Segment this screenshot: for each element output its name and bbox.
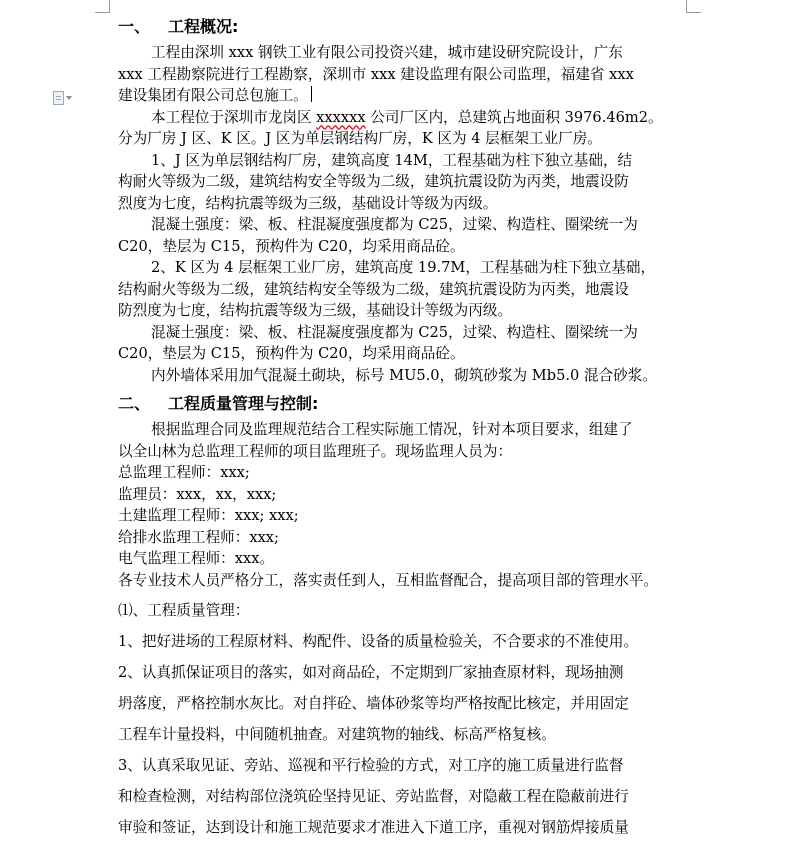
paragraph-line-with-cursor xyxy=(118,85,683,107)
text-segment: 公司厂区内，总建筑占地面积 3976.46m2。 xyxy=(365,108,663,126)
text-line: C20，垫层为 C15，预构件为 C20，均采用商品砼。 xyxy=(118,237,465,255)
staff-item: 总监理工程师：xxx; xyxy=(118,464,250,481)
section-title: 工程质量管理与控制: xyxy=(168,394,319,413)
text-line: xxx 工程勘察院进行工程勘察，深圳市 xxx 建设监理有限公司监理，福建省 xxx xyxy=(118,65,634,83)
section-heading-1 xyxy=(118,12,683,42)
chevron-down-icon xyxy=(66,96,72,100)
document-body[interactable] xyxy=(118,12,683,843)
text-line: 各专业技术人员严格分工，落实责任到人，互相监督配合，提高项目部的管理水平。 xyxy=(118,571,658,589)
page-margin-corner-right xyxy=(686,0,701,13)
section-number: 一、 xyxy=(118,17,151,36)
section-title: 工程概况: xyxy=(168,17,239,36)
text-line: 根据监理合同及监理规范结合工程实际施工情况，针对本项目要求，组建了 xyxy=(151,421,633,438)
section-heading-2 xyxy=(118,389,683,419)
text-line: 分为厂房 J 区、K 区。J 区为单层钢结构厂房，K 区为 4 层框架工业厂房。 xyxy=(118,130,602,147)
text-line: 混凝土强度：梁、板、柱混凝度强度都为 C25，过梁、构造柱、圈梁统一为 xyxy=(151,216,638,233)
list-item: 2、认真抓保证项目的落实，如对商品砼，不定期到厂家抽查原材料，现场抽测 xyxy=(118,664,624,681)
text-line: 以全山林为总监理工程师的项目监理班子。现场监理人员为： xyxy=(118,442,513,460)
list-item: 1、把好进场的工程原材料、构配件、设备的质量检验关，不合要求的不准使用。 xyxy=(118,633,639,650)
text-line: C20，垫层为 C15，预构件为 C20，均采用商品砼。 xyxy=(118,345,465,362)
staff-item: 土建监理工程师：xxx; xxx; xyxy=(118,507,299,524)
staff-item: 监理员：xxx，xx，xxx; xyxy=(118,485,277,503)
staff-item: 电气监理工程师：xxx。 xyxy=(118,550,275,567)
text-line: 工程由深圳 xxx 钢铁工业有限公司投资兴建，城市建设研究院设计，广东 xyxy=(151,44,623,61)
page-margin-corner-left xyxy=(95,0,110,13)
text-segment: 本工程位于深圳市龙岗区 xyxy=(151,108,317,126)
text-line: 内外墙体采用加气混凝土砌块，标号 MU5.0，砌筑砂浆为 Mb5.0 混合砂浆。 xyxy=(151,366,657,384)
text-line: 混凝土强度：梁、板、柱混凝度强度都为 C25，过梁、构造柱、圈梁统一为 xyxy=(151,323,638,341)
staff-item: 给排水监理工程师：xxx; xyxy=(118,528,279,546)
document-icon xyxy=(53,91,64,105)
text-line: 防烈度为七度，结构抗震等级为三级，基础设计等级为丙级。 xyxy=(118,302,513,319)
subsection-heading: ⑴、工程质量管理： xyxy=(118,602,250,619)
text-line: 2、K 区为 4 层框架工业厂房，建筑高度 19.7M，工程基础为柱下独立基础， xyxy=(151,259,656,276)
spellcheck-flagged-text[interactable]: xxxxxx xyxy=(316,108,366,126)
paragraph xyxy=(121,42,683,64)
text-cursor xyxy=(311,86,313,102)
text-line: 和检查检测，对结构部位浇筑砼坚持见证、旁站监督，对隐蔽工程在隐蔽前进行 xyxy=(118,788,629,805)
text-line: 构耐火等级为二级，建筑结构安全等级为二级，建筑抗震设防为丙类，地震设防 xyxy=(118,173,629,190)
paragraph-line xyxy=(118,107,683,129)
paragraph-options-button[interactable] xyxy=(53,90,79,106)
text-line: 建设集团有限公司总包施工。 xyxy=(118,87,308,104)
text-line: 工程车计量投料，中间随机抽查。对建筑物的轴线、标高严格复核。 xyxy=(118,726,556,743)
text-line: 烈度为七度，结构抗震等级为三级，基础设计等级为丙级。 xyxy=(118,194,498,212)
text-line: 审验和签证，达到设计和施工规范要求才准进入下道工序，重视对钢筋焊接质量 xyxy=(118,819,629,836)
text-line: 1、J 区为单层钢结构厂房，建筑高度 14M，工程基础为柱下独立基础，结 xyxy=(151,151,633,169)
text-line: 结构耐火等级为二级，建筑结构安全等级为二级，建筑抗震设防为丙类，地震设 xyxy=(118,280,629,298)
text-line: 坍落度，严格控制水灰比。对自拌砼、墙体砂浆等均严格按配比核定，并用固定 xyxy=(118,695,629,712)
list-item: 3、认真采取见证、旁站、巡视和平行检验的方式，对工序的施工质量进行监督 xyxy=(118,757,624,774)
section-number: 二、 xyxy=(118,394,151,413)
